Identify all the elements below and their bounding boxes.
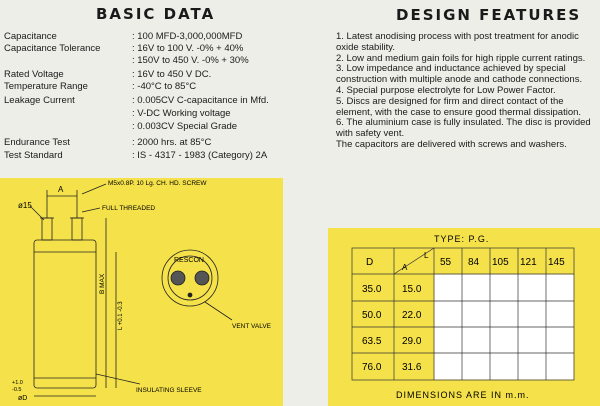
- d-value: 50.0: [362, 310, 382, 321]
- dim-a-label: A: [58, 185, 64, 194]
- vent-dot: [188, 293, 192, 297]
- d-tol-plus: +1.0: [12, 380, 23, 386]
- spec-label: Capacitance: [4, 31, 57, 42]
- d-tol-minus: -0.5: [12, 387, 22, 393]
- spec-value: : V-DC Working voltage: [132, 108, 231, 119]
- b-max-label: B MAX: [99, 273, 106, 294]
- dim-phi15-label: ø15: [18, 201, 32, 210]
- spec-value: : 150V to 450 V. -0% + 30%: [132, 55, 249, 66]
- d-value: 76.0: [362, 362, 382, 373]
- a-value: 29.0: [402, 336, 422, 347]
- screw-leader: [82, 184, 106, 194]
- top-view-terminal-left: [171, 271, 185, 285]
- a-value: 22.0: [402, 310, 422, 321]
- l-value: 55: [440, 257, 452, 268]
- spec-value: : 0.003CV Special Grade: [132, 121, 238, 132]
- spec-label: Capacitance Tolerance: [4, 43, 101, 54]
- spec-label: Temperature Range: [4, 81, 88, 92]
- feature-item: 2. Low and medium gain foils for high ripple current ratings.: [336, 52, 586, 64]
- terminal-left: [42, 218, 52, 240]
- spec-value: : 100 MFD-3,000,000MFD: [132, 31, 243, 42]
- l-value: 145: [548, 257, 565, 268]
- d-value: 63.5: [362, 336, 382, 347]
- corner-l: L: [424, 251, 429, 260]
- brand-label: RESCON: [174, 257, 204, 264]
- terminal-right: [72, 218, 82, 240]
- feature-item: 4. Special purpose electrolyte for Low Power Factor.: [336, 84, 556, 96]
- feature-item: 3. Low impedance and inductance achieved by special construction with multiple anode and cathode connections.: [336, 63, 583, 86]
- basic-data-heading: BASIC DATA: [96, 5, 216, 23]
- full-threaded-label: FULL THREADED: [102, 205, 156, 212]
- corner-a: A: [402, 263, 408, 272]
- spec-label: Test Standard: [4, 150, 63, 161]
- spec-label: Leakage Current: [4, 95, 75, 106]
- l-value: 84: [468, 257, 480, 268]
- design-features-list: [336, 32, 592, 151]
- vent-leader: [205, 302, 232, 320]
- capacitor-diagram: [0, 178, 283, 406]
- sleeve-leader: [96, 374, 140, 384]
- phi15-leader: [30, 206, 44, 220]
- spec-label: Rated Voltage: [4, 69, 64, 80]
- spec-value: : -40°C to 85°C: [132, 81, 197, 92]
- capacitor-body: [34, 240, 96, 388]
- l-value: 121: [520, 257, 537, 268]
- d-value: 35.0: [362, 284, 382, 295]
- spec-value: : 2000 hrs. at 85°C: [132, 137, 212, 148]
- feature-item: 6. The aluminium case is fully insulated. The disc is provided with safety vent.: [336, 117, 591, 140]
- thread-leader: [82, 208, 100, 212]
- a-value: 15.0: [402, 284, 422, 295]
- dimension-table: [328, 228, 600, 406]
- a-value: 31.6: [402, 362, 422, 373]
- table-footer: DIMENSIONS ARE IN m.m.: [396, 390, 530, 400]
- feature-item: The capacitors are delivered with screws and washers.: [336, 138, 567, 150]
- vent-valve-label: VENT VALVE: [232, 323, 272, 330]
- spec-value: : 16V to 100 V. -0% + 40%: [132, 43, 244, 54]
- top-view-terminal-right: [195, 271, 209, 285]
- l-tolerance-label: L +0.1 -0.3: [118, 301, 124, 330]
- phi-d-label: øD: [18, 395, 28, 402]
- l-value: 105: [492, 257, 509, 268]
- spec-value: : IS - 4317 - 1983 (Category) 2A: [132, 150, 268, 161]
- corner-d: D: [366, 257, 374, 268]
- feature-item: 5. Discs are designed for firm and direct contact of the element, with the case to ensure good thermal dissipation.: [336, 95, 582, 118]
- spec-label: Endurance Test: [4, 137, 70, 148]
- insulating-sleeve-label: INSULATING SLEEVE: [136, 387, 202, 394]
- design-features-heading: DESIGN FEATURES: [396, 6, 582, 24]
- spec-value: : 16V to 450 V DC.: [132, 69, 212, 80]
- table-type-label: TYPE: P.G.: [434, 234, 490, 244]
- feature-item: 1. Latest anodising process with post treatment for anodic oxide stability.: [336, 31, 579, 53]
- spec-value: : 0.005CV C-capacitance in Mfd.: [132, 95, 269, 106]
- screw-label: M5x0.8P. 10 Lg. CH. HD. SCREW: [108, 180, 207, 187]
